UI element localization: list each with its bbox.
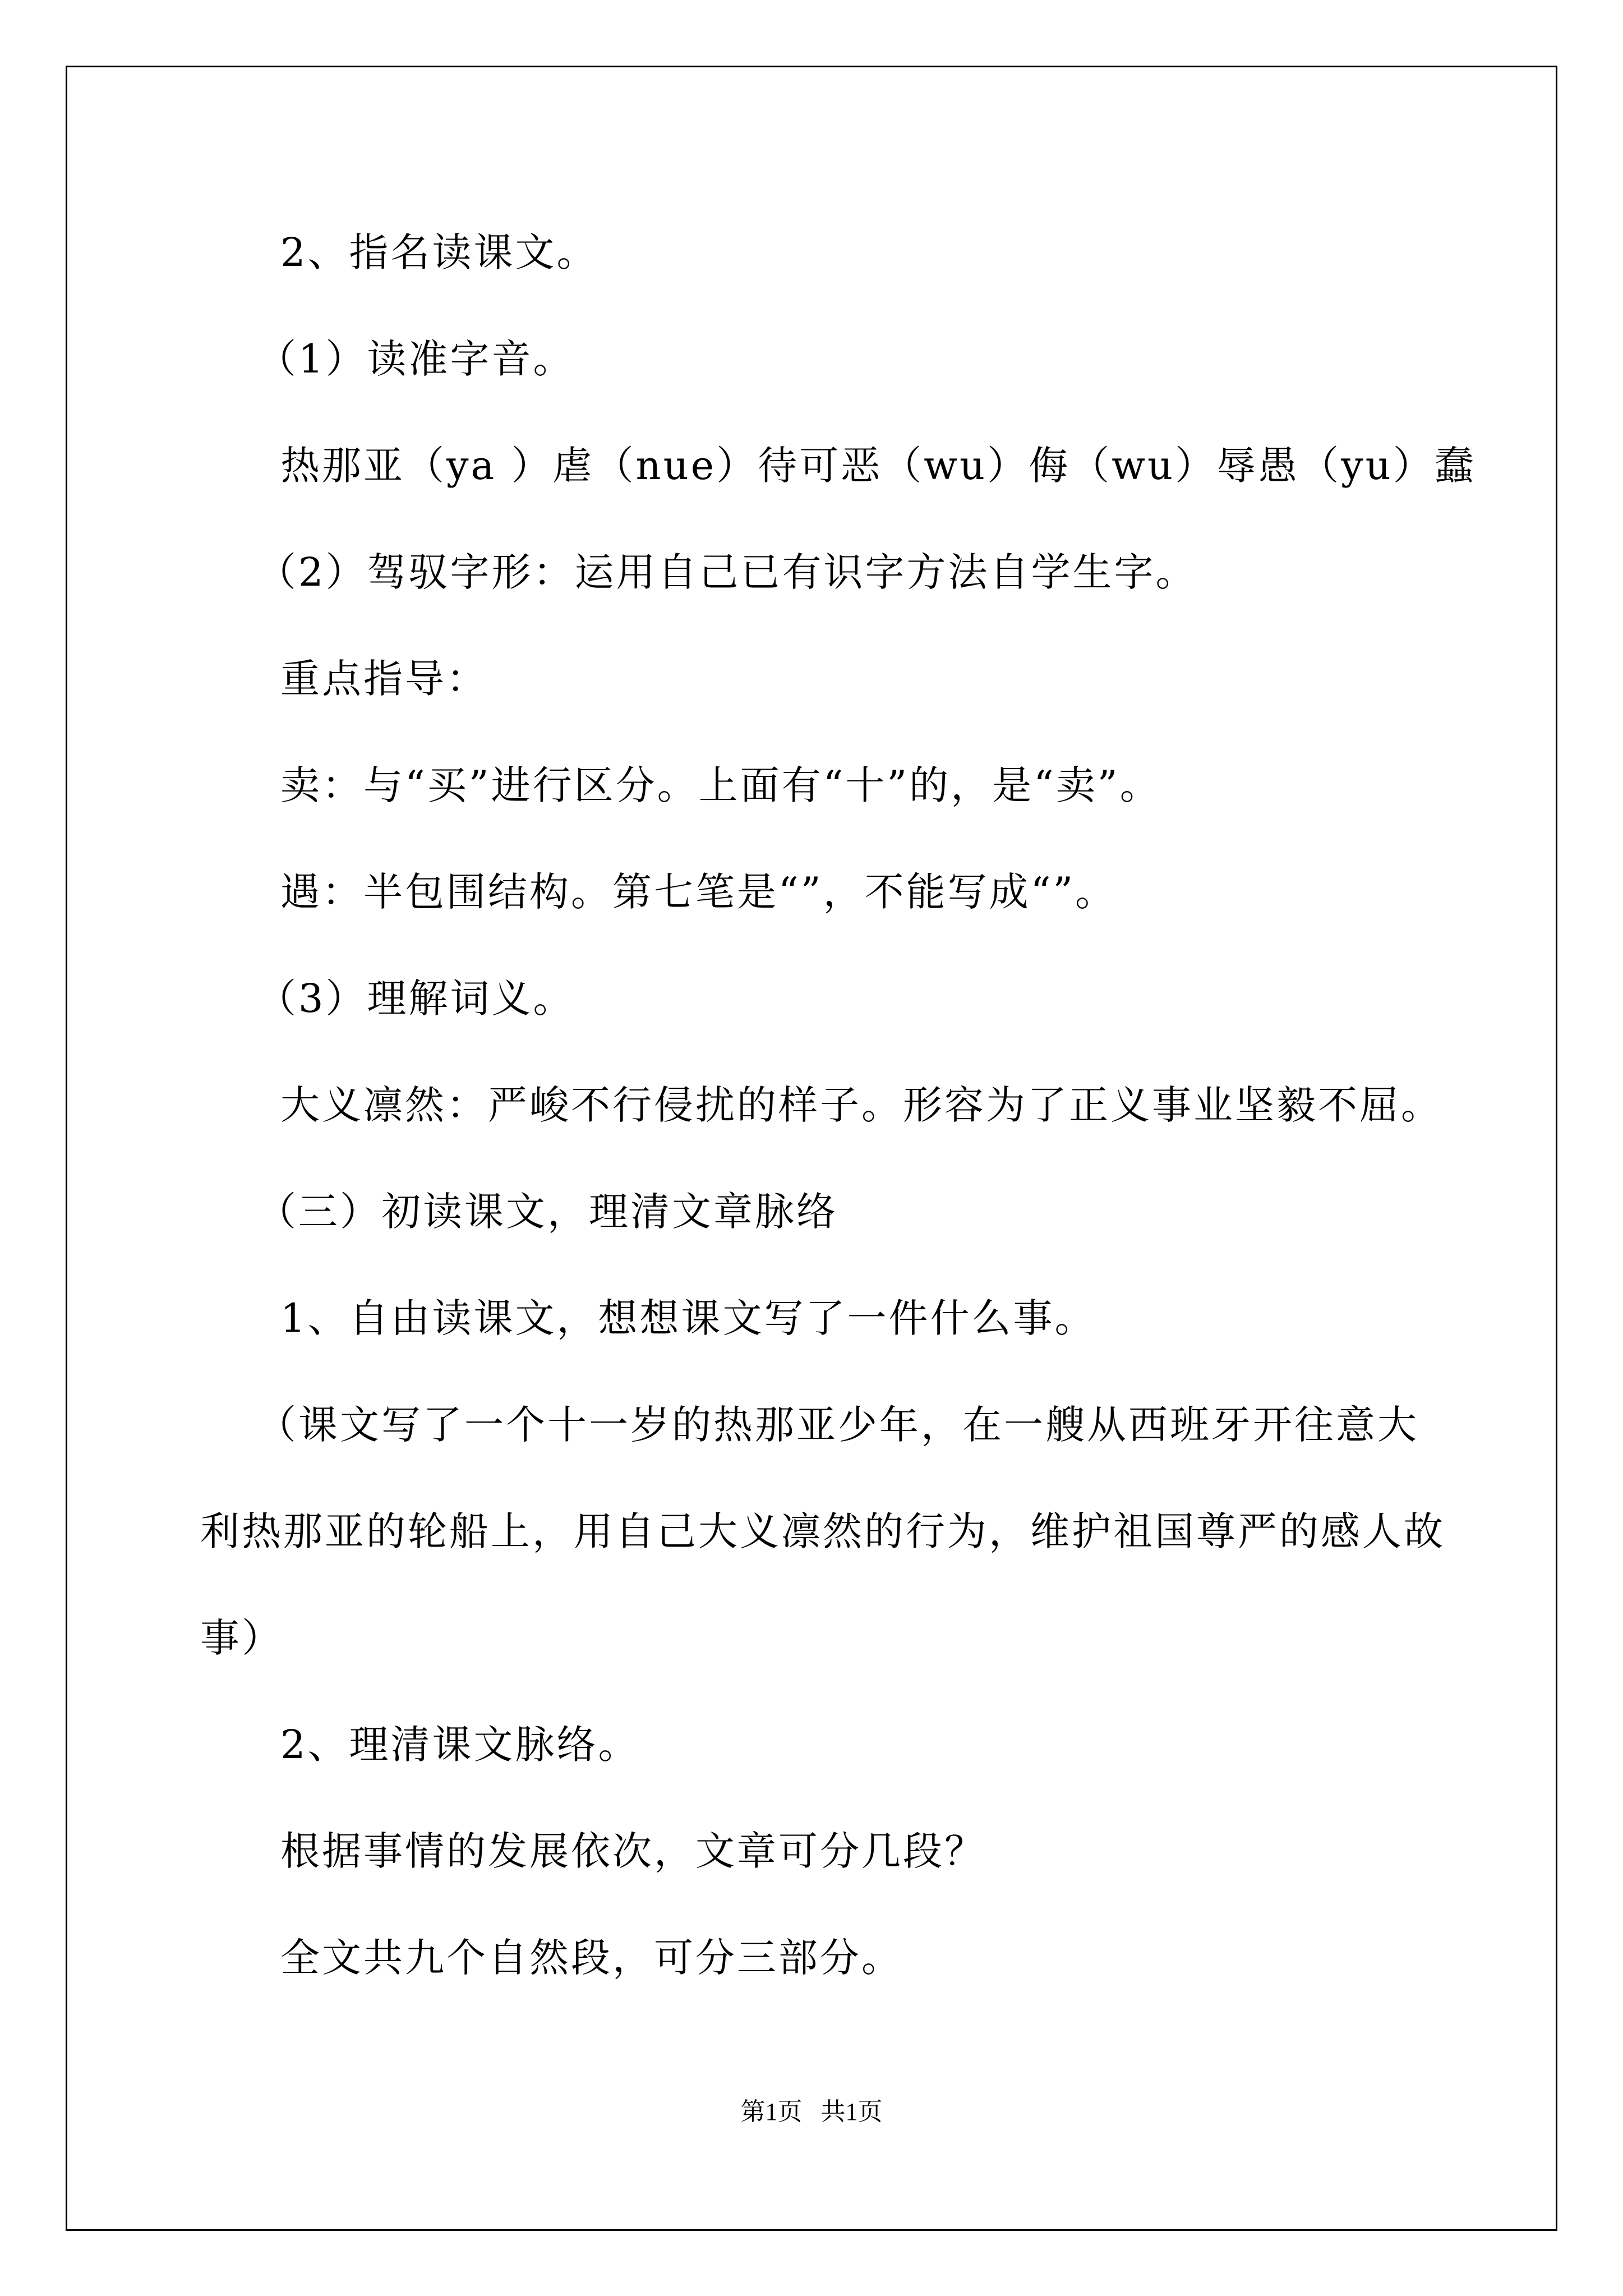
text-line-5: 重点指导： [280, 656, 488, 702]
text-line-10: （三）初读课文，理清文章脉络 [257, 1189, 838, 1235]
page-border [66, 66, 1557, 2231]
text-line-9: 大义凛然：严峻不行侵扰的样子。形容为了正义事业坚毅不屈。 [280, 1082, 1442, 1128]
text-line-14: 事） [200, 1615, 283, 1661]
text-line-6: 卖：与“买”进行区分。上面有“十”的，是“卖”。 [280, 762, 1161, 808]
text-line-3: 热那亚（ya ）虐（nue）待可恶（wu）侮（wu）辱愚（yu）蠢 [280, 443, 1476, 489]
text-line-8: （3）理解词义。 [257, 976, 575, 1022]
text-line-4: （2）驾驭字形：运用自己已有识字方法自学生字。 [257, 549, 1197, 595]
text-line-7: 遇：半包围结构。第七笔是“”，不能写成“”。 [280, 869, 1117, 915]
text-line-16: 根据事情的发展依次，文章可分几段？ [280, 1828, 986, 1874]
text-line-1: 2、指名读课文。 [280, 229, 598, 275]
text-line-12: （课文写了一个十一岁的热那亚少年，在一艘从西班牙开往意大 [257, 1402, 1419, 1448]
text-line-15: 2、理清课文脉络。 [280, 1722, 640, 1768]
text-line-2: （1）读准字音。 [257, 336, 575, 382]
text-line-11: 1、自由读课文，想想课文写了一件什么事。 [280, 1295, 1096, 1341]
text-line-13: 利热那亚的轮船上，用自己大义凛然的行为，维护祖国尊严的感人故 [200, 1508, 1445, 1554]
text-line-17: 全文共九个自然段，可分三部分。 [280, 1935, 903, 1981]
page-footer: 第1页 共1页 [740, 2098, 883, 2125]
